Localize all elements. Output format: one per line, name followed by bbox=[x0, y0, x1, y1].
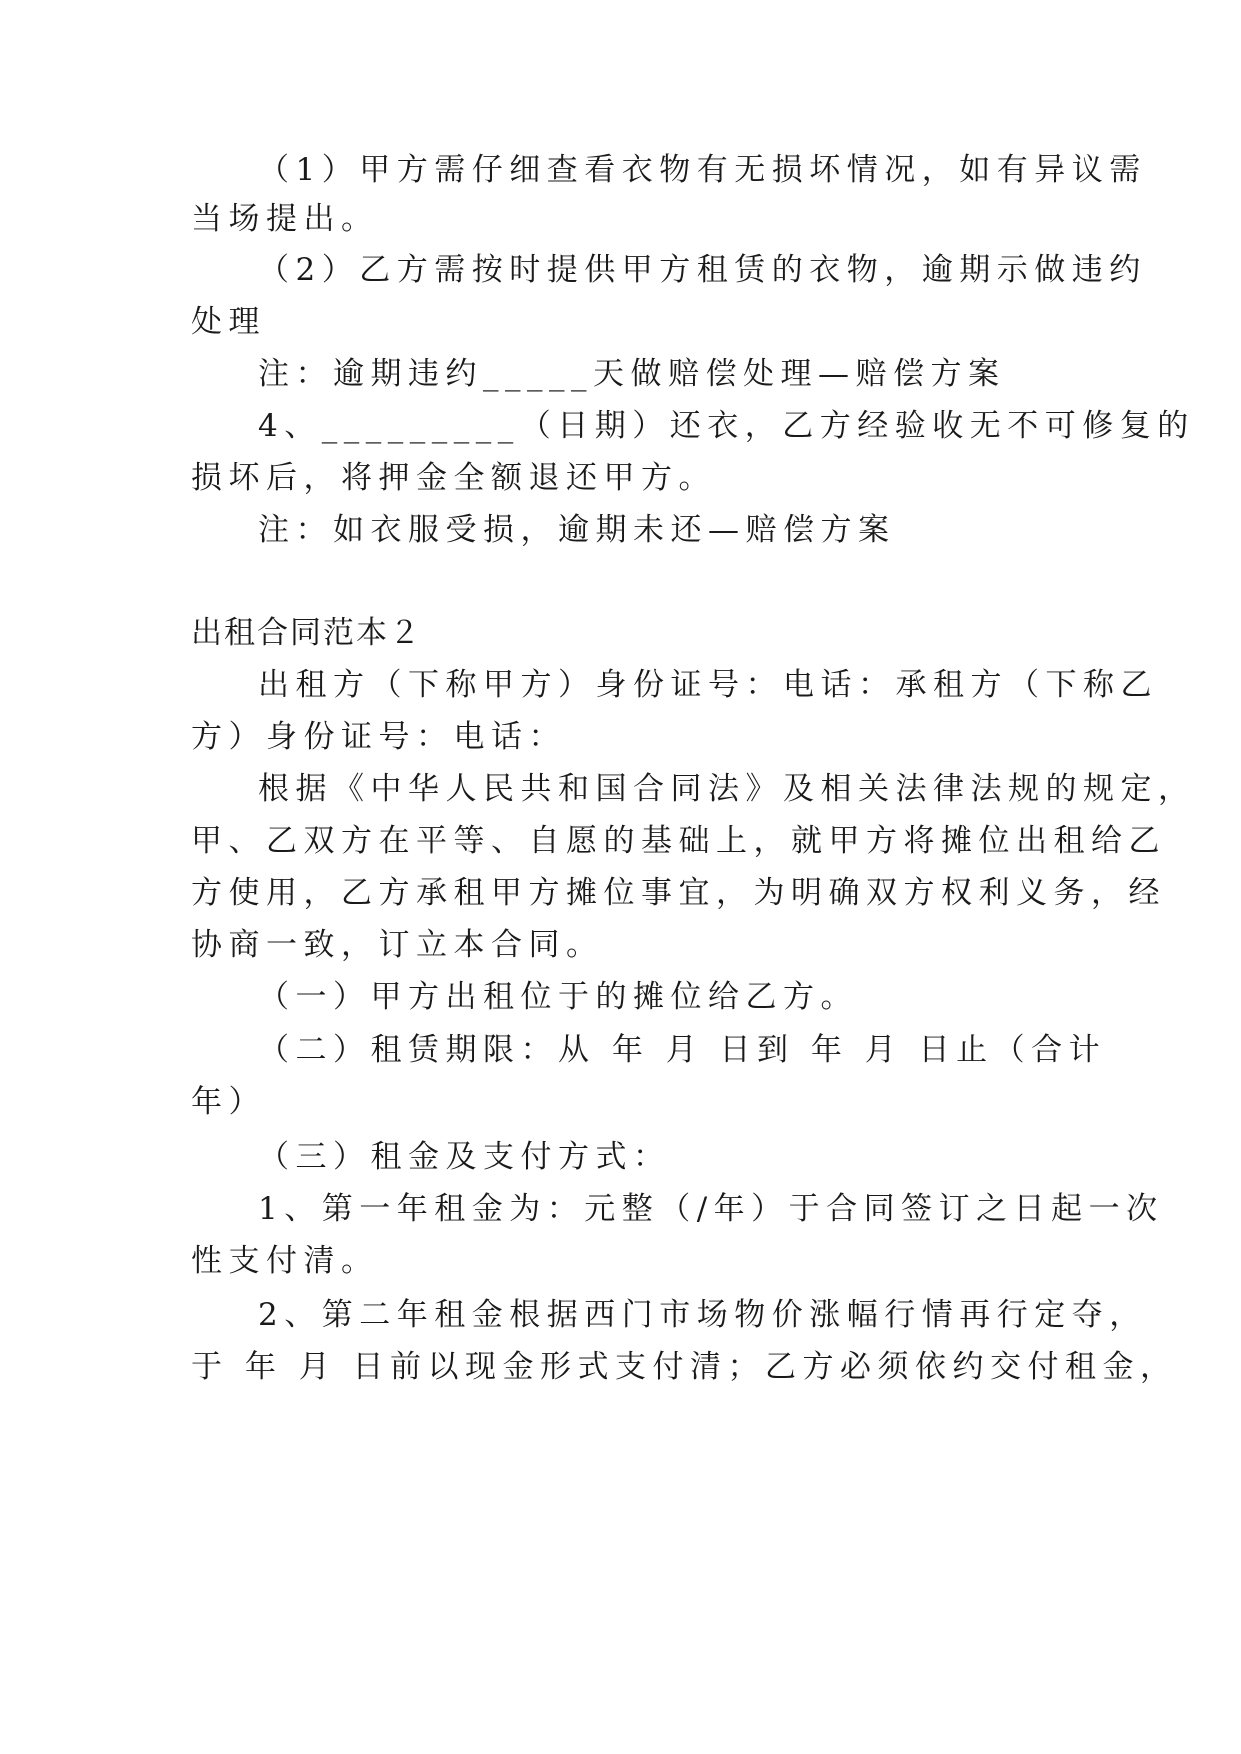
paragraph-line: 根据《中华人民共和国合同法》及相关法律法规的规定， bbox=[258, 771, 1196, 807]
clause-line: （1）甲方需仔细查看衣物有无损坏情况，如有异议需 bbox=[258, 152, 1147, 188]
clause-line: （三）租金及支付方式： bbox=[258, 1139, 671, 1175]
clause-line: 当场提出。 bbox=[191, 201, 379, 237]
note-line: 注：如衣服受损，逾期未还—赔偿方案 bbox=[258, 512, 896, 548]
clause-line: （2）乙方需按时提供甲方租赁的衣物，逾期示做违约 bbox=[258, 252, 1147, 288]
clause-line: （二）租赁期限：从 年 月 日到 年 月 日止（合计 bbox=[258, 1032, 1107, 1068]
note-line: 注：逾期违约_____天做赔偿处理—赔偿方案 bbox=[258, 356, 1006, 392]
paragraph-line: 协商一致，订立本合同。 bbox=[191, 927, 604, 963]
clause-line: 于 年 月 日前以现金形式支付清；乙方必须依约交付租金， bbox=[191, 1349, 1178, 1385]
clause-line: 1、第一年租金为：元整（/年）于合同签订之日起一次 bbox=[258, 1191, 1164, 1227]
clause-line: 性支付清。 bbox=[191, 1243, 379, 1279]
paragraph-line: 出租方（下称甲方）身份证号：电话：承租方（下称乙 bbox=[258, 667, 1158, 703]
section-heading: 出租合同范本２ bbox=[191, 615, 422, 651]
clause-line: 2、第二年租金根据西门市场物价涨幅行情再行定夺， bbox=[258, 1297, 1147, 1333]
paragraph-line: 方）身份证号：电话： bbox=[191, 719, 566, 755]
clause-line: 4、_________（日期）还衣，乙方经验收无不可修复的 bbox=[258, 408, 1195, 444]
clause-line: 损坏后，将押金全额退还甲方。 bbox=[191, 460, 716, 496]
paragraph-line: 甲、乙双方在平等、自愿的基础上，就甲方将摊位出租给乙 bbox=[191, 823, 1166, 859]
clause-line: 年） bbox=[191, 1084, 266, 1120]
clause-line: 处理 bbox=[191, 304, 266, 340]
paragraph-line: 方使用，乙方承租甲方摊位事宜，为明确双方权利义务，经 bbox=[191, 875, 1166, 911]
clause-line: （一）甲方出租位于的摊位给乙方。 bbox=[258, 979, 858, 1015]
